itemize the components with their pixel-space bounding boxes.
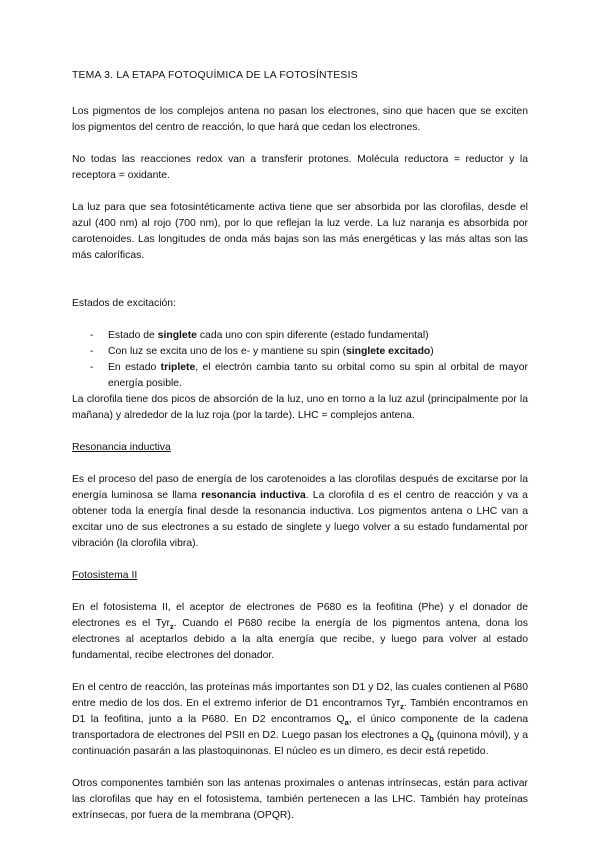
list-item-triplete: - En estado triplete, el electrón cambia tanto su orbital como su spin al orbital de mayor energía posible. bbox=[72, 360, 528, 392]
paragraph-antenna-pigments: Los pigmentos de los complejos antena no pasan los electrones, sino que hacen que se exciten los pigmentos del centro de reacción, lo que hará que cedan los electrones. bbox=[72, 106, 528, 133]
paragraph-otros-componentes: Otros componentes también son las antenas proximales o antenas intrínsecas, están para activar las clorofilas que hay en el fotosistema, también pertenecen a las LHC. También hay proteínas extrínsecas, por fuera de la membrana (OPQR). bbox=[72, 778, 528, 821]
list-item-singlete-excitado: - Con luz se excita uno de los e- y mantiene su spin (singlete excitado) bbox=[72, 344, 528, 360]
bold-term-triplete: triplete bbox=[160, 362, 196, 373]
section-heading-fotosistema: Fotosistema II bbox=[72, 570, 138, 581]
paragraph-resonancia: Es el proceso del paso de energía de los carotenoides a las clorofilas después de excitarse por la energía luminosa se llama resonancia inductiva. La clorofila d es el centro de reacción y va a obtener toda la energía final desde la resonancia inductiva. Los pigmentos antena o LHC van a excitar uno de sus electrones a su estado de singlete y luego volver a su estado fundamental por vibración (la clorofila vibra). bbox=[72, 474, 528, 549]
excitation-states-heading: Estados de excitación: bbox=[72, 298, 176, 309]
paragraph-redox: No todas las reacciones redox van a transferir protones. Molécula reductora = reductor y la receptora = oxidante. bbox=[72, 154, 528, 181]
paragraph-light-absorption: La luz para que sea fotosintéticamente activa tiene que ser absorbida por las clorofilas, desde el azul (400 nm) al rojo (700 nm), por lo que reflejan la luz verde. La luz naranja es absorbida por carotenoides. Las longitudes de onda más bajas son las más energéticas y las más altas son las más caloríficas. bbox=[72, 202, 528, 261]
list-item-singlete: - Estado de singlete cada uno con spin diferente (estado fundamental) bbox=[72, 328, 528, 344]
excitation-states-list bbox=[72, 328, 528, 392]
bold-term-resonancia: resonancia inductiva bbox=[201, 490, 306, 501]
document-title: TEMA 3. LA ETAPA FOTOQUÍMICA DE LA FOTOSÍNTESIS bbox=[72, 70, 358, 81]
section-heading-resonancia: Resonancia inductiva bbox=[72, 442, 171, 453]
document-page bbox=[72, 68, 528, 824]
bold-term-singlete-excitado: singlete excitado bbox=[345, 346, 431, 357]
paragraph-centro-reaccion: En el centro de reacción, las proteínas más importantes son D1 y D2, las cuales contienen al P680 entre medio de los dos. En el extremo inferior de D1 encontramos Tyr$_z$. También encontramos en D1 la feofitina, junto a la P680. En D2 encontramos $Q_a$, el único componente de la cadena transportadora de electrones del PSII en D2. Luego pasan los electrones a $Q_b$ (quinona móvil), y a continuación pasarán a las plastoquinonas. El núcleo es un dímero, es decir está repetido. bbox=[72, 682, 528, 757]
paragraph-fotosistema-aceptor: En el fotosistema II, el aceptor de electrones de P680 es la feofitina (Phe) y el donador de electrones es el Tyr$_z$. Cuando el P680 recibe la energía de los pigmentos antena, dona los electrones al aceptarlos debido a la alta energía que recibe, y luego para volver al estado fundamental, recibe electrones del donador. bbox=[72, 602, 528, 661]
paragraph-chlorophyll-peaks: La clorofila tiene dos picos de absorción de la luz, uno en torno a la luz azul (principalmente por la mañana) y alrededor de la luz roja (por la tarde). LHC = complejos antena. bbox=[72, 394, 528, 421]
bold-term-singlete: singlete bbox=[157, 330, 197, 341]
